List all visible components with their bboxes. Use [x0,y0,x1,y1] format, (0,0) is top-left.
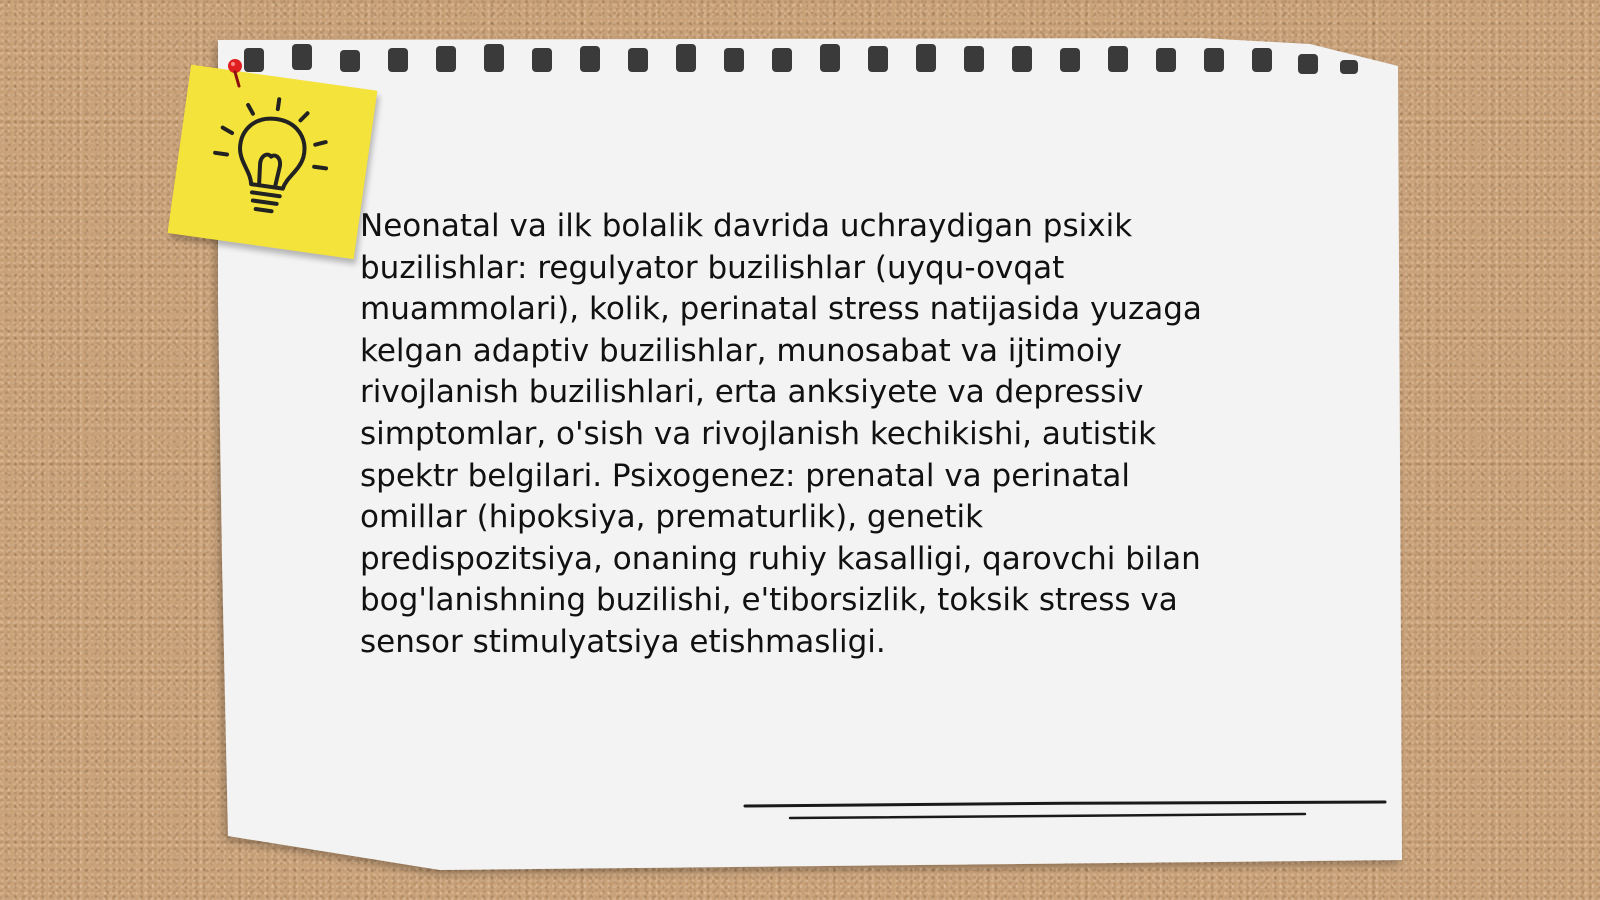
push-pin-icon [225,58,249,88]
lightbulb-icon [202,87,339,232]
note-body-text: Neonatal va ilk bolalik davrida uchraydigan psixik buzilishlar: regulyator buzilishlar (uyqu-ovqat muammolari), kolik, perinatal stress natijasida yuzaga kelgan adaptiv buzilishlar, munosabat va ijtimoiy rivojlanish buzilishlari, erta anksiyete va depressiv simptomlar, o'sish va rivojlanish kechikishi, autistik spektr belgilari. Psixogenez: prenatal va perinatal omillar (hipoksiya, prematurlik), genetik predispozitsiya, onaning ruhiy kasalligi, qarovchi bilan bog'lanishning buzilishi, e'tiborsizlik, toksik stress va sensor stimulyatsiya etishmasligi. [360,208,1202,660]
decorative-underline [740,800,1390,830]
sticky-note [168,65,378,260]
